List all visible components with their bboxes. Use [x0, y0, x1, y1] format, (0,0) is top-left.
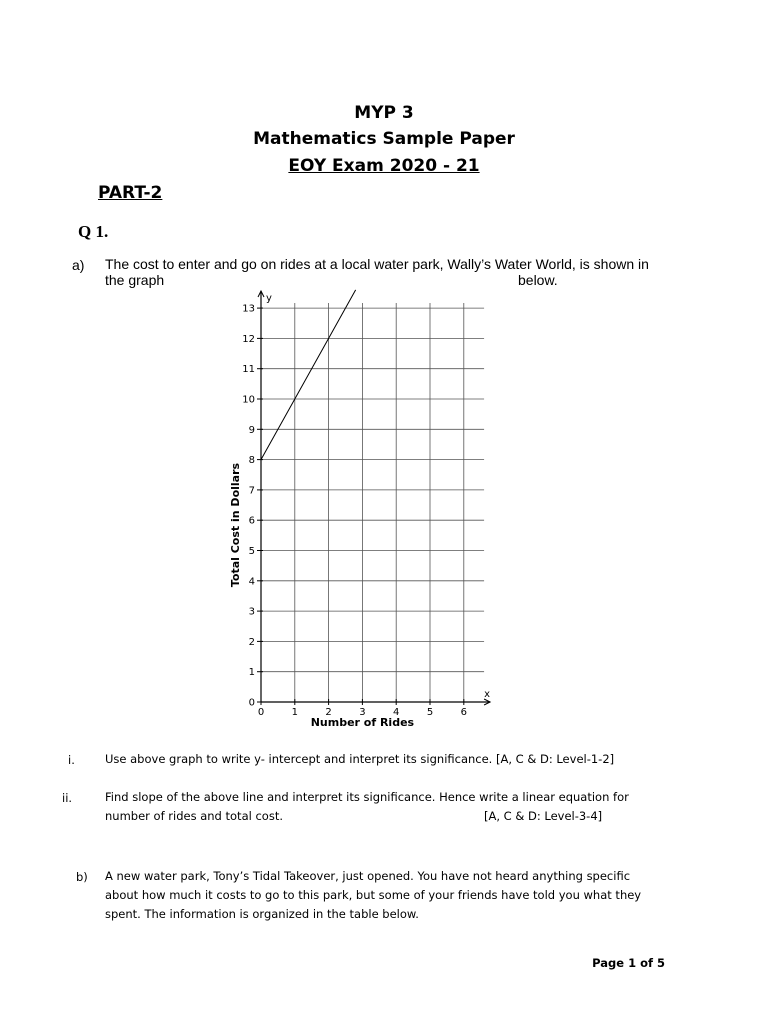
question-number: Q 1. — [78, 222, 109, 241]
chart-grid — [261, 303, 484, 702]
subquestion-ii-label: ii. — [62, 791, 73, 805]
subquestion-i-text: Use above graph to write y- intercept and interpret its significance. [A, C & D: Level-1-2] — [105, 752, 615, 766]
x-axis-label: Number of Rides — [310, 716, 415, 729]
y-tick-label: 13 — [242, 303, 255, 315]
y-tick-label: 8 — [248, 455, 255, 467]
y-tick-label: 4 — [248, 576, 255, 588]
x-axis-letter: x — [484, 689, 491, 700]
question-a-text-line2-end: below. — [518, 272, 558, 288]
y-tick-label: 0 — [248, 697, 255, 709]
y-tick-label: 10 — [242, 394, 255, 406]
question-b-line3: spent. The information is organized in the table below. — [105, 907, 419, 921]
question-b-label: b) — [76, 870, 88, 884]
exam-title-text: EOY Exam 2020 - 21 — [288, 156, 480, 176]
x-tick-label: 6 — [460, 707, 467, 718]
chart-ticks — [242, 304, 467, 718]
x-tick-label: 5 — [426, 707, 434, 718]
y-tick-label: 5 — [248, 546, 255, 557]
x-tick-label: 3 — [359, 707, 366, 718]
part-label: PART-2 — [98, 183, 163, 203]
subquestion-ii-level: [A, C & D: Level-3-4] — [484, 809, 603, 823]
series-line-0 — [261, 290, 356, 460]
subquestion-ii-line1: Find slope of the above line and interpret its significance. Hence write a linear equation for — [105, 790, 629, 804]
exam-level-title: MYP 3 — [354, 103, 414, 123]
question-a-text-line2: the graph — [105, 272, 165, 288]
y-tick-label: 1 — [248, 667, 255, 679]
question-a-text-line1: The cost to enter and go on rides at a local water park, Wally’s Water World, is shown in — [105, 256, 649, 272]
x-tick-label: 0 — [257, 707, 265, 718]
y-tick-label: 11 — [242, 364, 255, 376]
y-tick-label: 9 — [248, 424, 255, 436]
chart-series — [261, 290, 356, 460]
y-axis-letter: y — [266, 293, 272, 305]
cost-line-chart — [225, 288, 500, 733]
y-tick-label: 6 — [248, 515, 255, 527]
question-b-line2: about how much it costs to go to this park, but some of your friends have told you what they — [105, 888, 642, 902]
y-tick-label: 3 — [248, 606, 255, 618]
y-tick-label: 12 — [242, 333, 255, 345]
subquestion-ii-line2: number of rides and total cost. — [105, 809, 283, 823]
x-tick-label: 1 — [291, 707, 298, 718]
y-tick-label: 2 — [248, 636, 255, 648]
question-b-line1: A new water park, Tony’s Tidal Takeover, just opened. You have not heard anything specific — [105, 869, 631, 883]
y-axis-label: Total Cost in Dollars — [229, 462, 242, 588]
subquestion-i-label: i. — [68, 753, 75, 767]
x-tick-label: 2 — [325, 707, 332, 718]
exam-title — [0, 156, 768, 176]
question-a-label: a) — [72, 257, 85, 273]
x-tick-label: 4 — [393, 707, 400, 718]
chart-axes — [258, 291, 490, 705]
paper-title: Mathematics Sample Paper — [253, 129, 515, 149]
page-number: Page 1 of 5 — [592, 956, 665, 970]
y-tick-label: 7 — [248, 485, 255, 497]
